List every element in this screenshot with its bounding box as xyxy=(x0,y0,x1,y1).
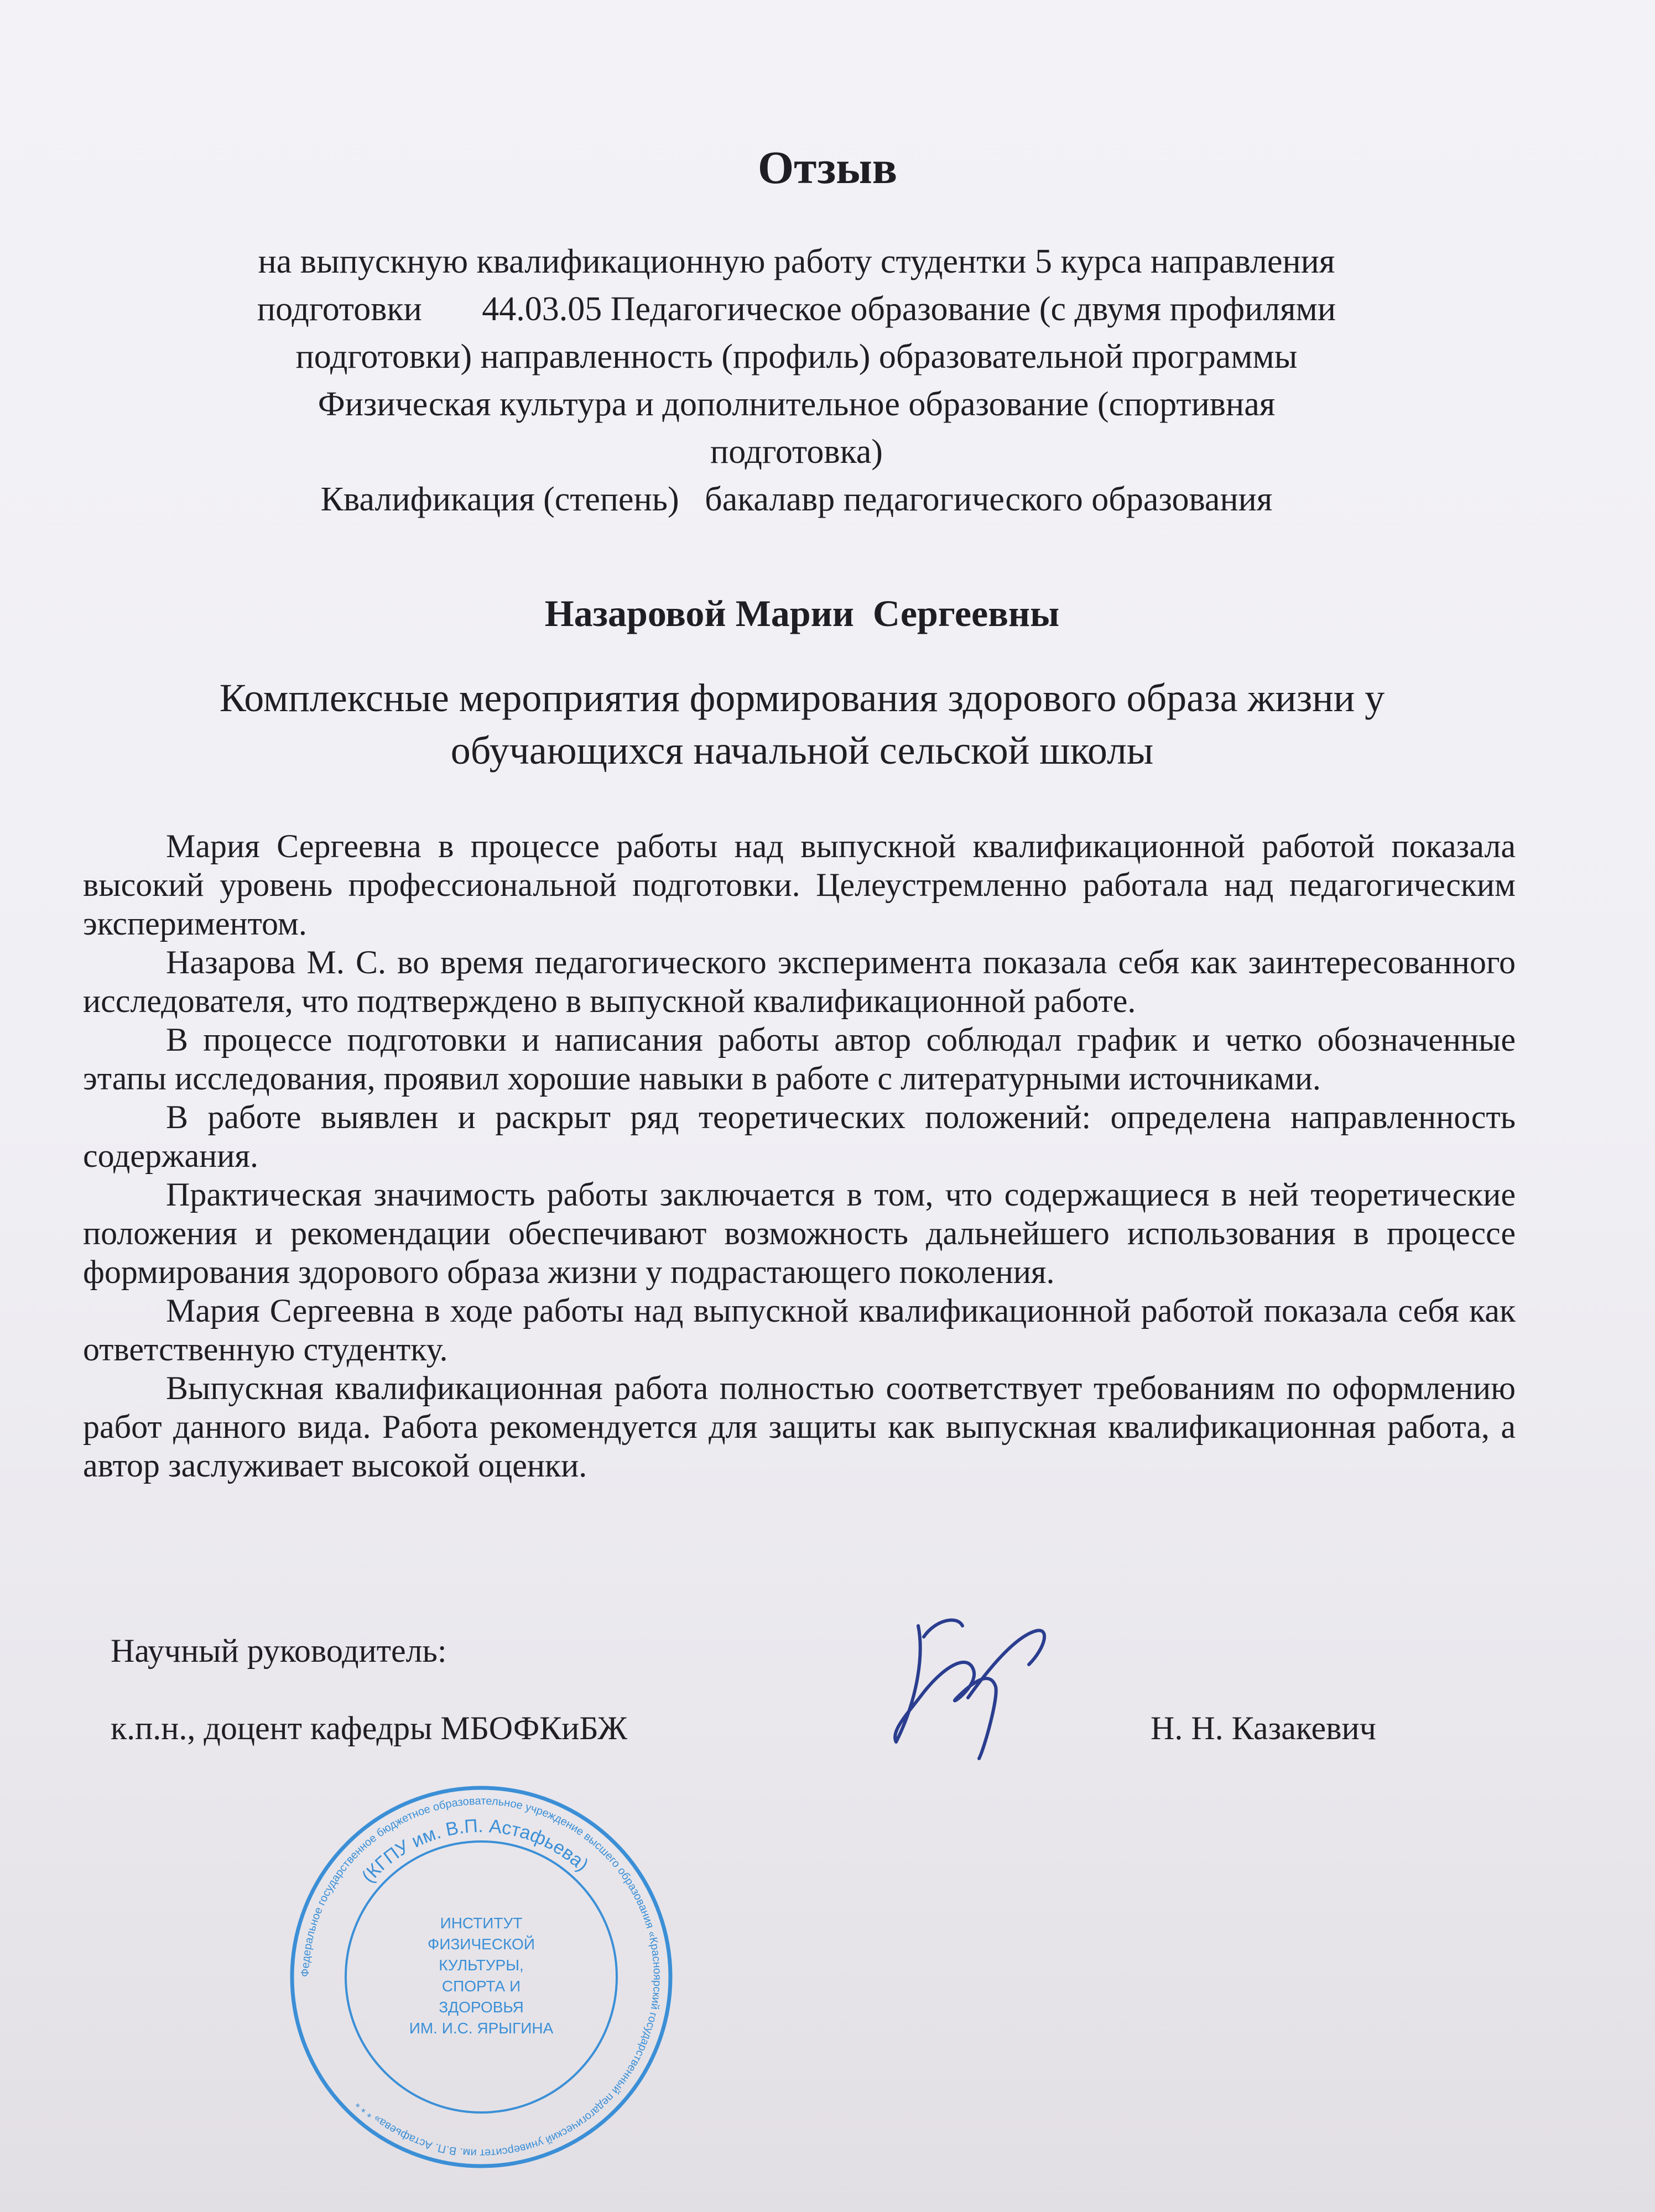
supervisor-position: к.п.н., доцент кафедры МБОФКиБЖ xyxy=(111,1710,628,1746)
stamp-inner-line: ЗДОРОВЬЯ xyxy=(439,1999,524,2016)
header-line: Физическая культура и дополнительное образование (спортивная xyxy=(318,385,1276,423)
signature xyxy=(885,1604,1062,1770)
paragraph: Практическая значимость работы заключается в том, что содержащиеся в ней теоретические положения и рекомендации обеспечивают возможность дальнейшего использования в процессе формирования здорового образа жизни у подрастающего поколения. xyxy=(83,1176,1516,1290)
paragraph: В процессе подготовки и написания работы автор соблюдал график и четко обозначенные этапы исследования, проявил хорошие навыки в работе с литературными источниками. xyxy=(83,1021,1516,1097)
student-name: Назаровой Марии Сергеевны xyxy=(544,592,1060,634)
official-stamp xyxy=(288,1783,675,2171)
stamp-inner-line: СПОРТА И xyxy=(441,1978,521,1995)
stamp-middle-text: (КГПУ им. В.П. Астафьева) xyxy=(357,1815,593,1887)
stamp-inner-line: ИНСТИТУТ xyxy=(440,1914,523,1932)
review-body xyxy=(83,827,1516,1485)
document-header xyxy=(127,238,1466,523)
header-line: подготовка) xyxy=(710,433,883,471)
supervisor-label: Научный руководитель: xyxy=(111,1632,447,1669)
stamp-inner-line: ИМ. И.С. ЯРЫГИНА xyxy=(409,2020,554,2037)
paragraph: Выпускная квалификационная работа полностью соответствует требованиям по оформлению работ данного вида. Работа рекомендуется для защиты как выпускная квалификационная работа, а автор заслуживает высокой оценки. xyxy=(83,1370,1516,1484)
paragraph: Назарова М. С. во время педагогического эксперимента показала себя как заинтересованного исследователя, что подтверждено в выпускной квалификационной работе. xyxy=(83,944,1516,1019)
stamp-inner-line: ФИЗИЧЕСКОЙ xyxy=(428,1936,535,1953)
stamp-outer-text: Федеральное государственное бюджетное образовательное учреждение высшего образования «Красноярский государственный педагогический университет им. В.П. Астафьева» * * * xyxy=(299,1794,664,2159)
paragraph: В работе выявлен и раскрыт ряд теоретических положений: определена направленность содержания. xyxy=(83,1099,1516,1174)
supervisor-name: Н. Н. Казакевич xyxy=(1151,1710,1376,1746)
document-title: Отзыв xyxy=(757,142,898,194)
header-line: на выпускную квалификационную работу студентки 5 курса направления xyxy=(258,243,1335,280)
thesis-title: Комплексные мероприятия формирования здорового образа жизни у обучающихся начальной сельской школы xyxy=(219,676,1385,773)
svg-text:Федеральное государственное бю xyxy=(299,1795,663,2159)
paragraph: Мария Сергеевна в процессе работы над выпускной квалификационной работой показала высокий уровень профессиональной подготовки. Целеустремленно работала над педагогическим экспериментом. xyxy=(83,828,1516,942)
header-line: Квалификация (степень) бакалавр педагогического образования xyxy=(320,481,1273,518)
paragraph: Мария Сергеевна в ходе работы над выпускной квалификационной работой показала себя как ответственную студентку. xyxy=(83,1292,1516,1368)
header-line: подготовки 44.03.05 Педагогическое образование (с двумя профилями xyxy=(257,290,1336,328)
stamp-inner-line: КУЛЬТУРЫ, xyxy=(439,1957,524,1974)
header-line: подготовки) направленность (профиль) образовательной программы xyxy=(295,338,1298,375)
